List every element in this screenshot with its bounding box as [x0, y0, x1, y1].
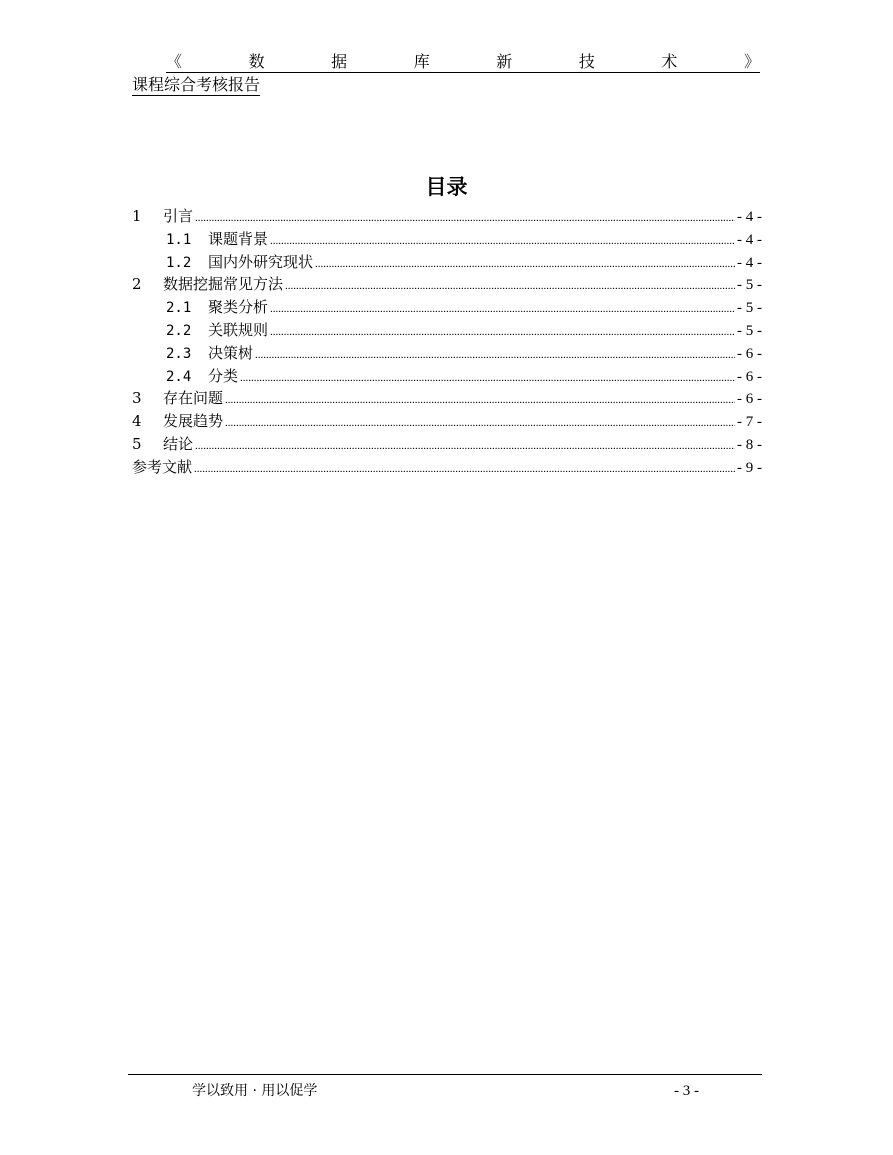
toc-dot-leader [195, 207, 735, 230]
running-header-subtitle: 课程综合考核报告 [132, 75, 261, 94]
toc-entry[interactable] [132, 456, 762, 479]
page-number: - 3 - [674, 1083, 699, 1099]
toc-entry-page: - 5 - [737, 277, 762, 294]
toc-title: 目录 [425, 175, 468, 199]
toc-entry[interactable] [132, 273, 762, 296]
toc-entry-number: 1 [132, 207, 142, 225]
toc-entry-label: 聚类分析 [208, 298, 269, 317]
header-char: 数 [248, 52, 265, 71]
table-of-contents [132, 205, 762, 479]
toc-entry-page: - 9 - [737, 459, 762, 476]
toc-entry[interactable] [132, 296, 762, 319]
toc-entry-number: 3 [132, 389, 142, 408]
toc-entry-label: 国内外研究现状 [208, 252, 314, 271]
toc-entry-label: 数据挖掘常见方法 [163, 275, 284, 294]
toc-entry-page: - 5 - [737, 300, 762, 317]
header-char: 新 [496, 52, 513, 71]
toc-entry-number: 2 [132, 275, 142, 294]
toc-entry-page: - 4 - [737, 254, 762, 271]
toc-dot-leader [270, 298, 735, 321]
toc-entry-number: 1.1 [166, 231, 192, 248]
toc-entry-page: - 4 - [737, 231, 762, 248]
toc-entry-label: 决策树 [208, 343, 254, 362]
toc-dot-leader [255, 344, 735, 367]
toc-entry-page: - 6 - [737, 345, 762, 362]
header-char: 库 [413, 52, 430, 71]
toc-dot-leader [240, 367, 735, 390]
header-char: 技 [578, 52, 595, 71]
toc-entry-number: 2.3 [166, 345, 192, 362]
toc-dot-leader [225, 389, 735, 412]
toc-entry-page: - 5 - [737, 322, 762, 339]
toc-dot-leader [194, 458, 735, 481]
toc-entry-page: - 6 - [737, 391, 762, 408]
toc-entry[interactable] [132, 342, 762, 365]
toc-entry-number: 5 [132, 434, 142, 453]
toc-entry[interactable] [132, 365, 762, 388]
toc-entry[interactable] [132, 387, 762, 410]
toc-entry-number: 2.2 [166, 322, 192, 339]
toc-entry[interactable] [132, 228, 762, 251]
toc-entry[interactable] [132, 251, 762, 274]
toc-entry-page: - 4 - [737, 209, 762, 225]
toc-entry-number: 4 [132, 412, 142, 431]
header-char: 据 [331, 52, 348, 71]
toc-dot-leader [285, 275, 735, 298]
header-char: 》 [743, 52, 760, 71]
toc-dot-leader [270, 321, 735, 344]
toc-dot-leader [195, 435, 735, 458]
toc-entry-label: 引言 [163, 207, 194, 225]
toc-entry-page: - 7 - [737, 414, 762, 431]
toc-entry[interactable] [132, 410, 762, 433]
header-char: 《 [166, 52, 183, 71]
toc-entry-label: 关联规则 [208, 320, 269, 339]
toc-entry-page: - 6 - [737, 368, 762, 385]
toc-entry-label: 发展趋势 [163, 412, 224, 431]
footer-motto: 学以致用 · 用以促学 [192, 1083, 318, 1099]
toc-entry[interactable] [132, 433, 762, 456]
toc-entry-label: 参考文献 [132, 457, 193, 476]
toc-entry[interactable] [132, 205, 762, 228]
running-header-title [166, 52, 760, 73]
toc-dot-leader [270, 230, 735, 253]
toc-entry-number: 1.2 [166, 254, 192, 271]
toc-entry-label: 结论 [163, 434, 194, 453]
toc-dot-leader [225, 412, 735, 435]
toc-entry-page: - 8 - [737, 436, 762, 453]
toc-entry-label: 存在问题 [163, 389, 224, 408]
toc-entry[interactable] [132, 319, 762, 342]
toc-dot-leader [315, 253, 735, 276]
header-char: 术 [661, 52, 678, 71]
toc-entry-number: 2.4 [166, 368, 192, 385]
footer-divider [128, 1074, 762, 1075]
toc-entry-label: 课题背景 [208, 229, 269, 248]
toc-entry-label: 分类 [208, 366, 239, 385]
toc-entry-number: 2.1 [166, 300, 192, 317]
